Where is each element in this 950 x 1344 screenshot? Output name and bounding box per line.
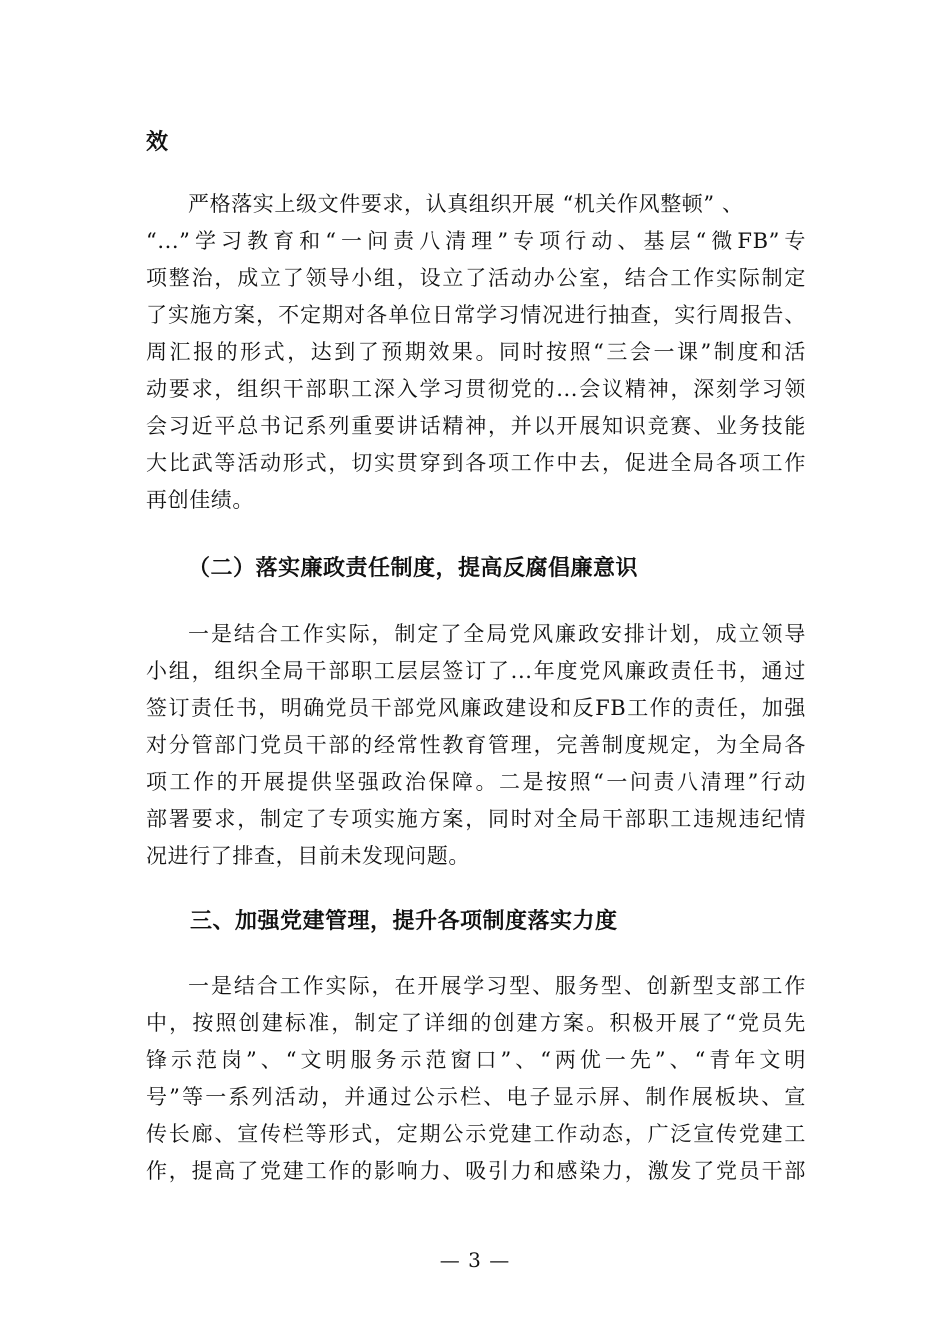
paragraph1-line: 严格落实上级文件要求，认真组织开展 “机关作风整顿” 、 — [188, 192, 744, 216]
paragraph1-line: 大比武等活动形式，切实贯穿到各项工作中去，促进全局各项工作 — [146, 451, 806, 475]
section-heading-fragment: 效 — [146, 130, 169, 155]
paragraph2-line: 签订责任书，明确党员干部党风廉政建设和反FB工作的责任，加强 — [146, 696, 806, 720]
paragraph3-line: 号”等一系列活动，并通过公示栏、电子显示屏、制作展板块、宣 — [146, 1085, 806, 1109]
paragraph1-line: 周汇报的形式，达到了预期效果。同时按照“三会一课”制度和活 — [146, 340, 806, 364]
paragraph2-line: 一是结合工作实际，制定了全局党风廉政安排计划，成立领导 — [188, 622, 806, 646]
paragraph1-line: 动要求，组织干部职工深入学习贯彻党的...会议精神，深刻学习领 — [146, 377, 806, 401]
paragraph3-line: 中，按照创建标准，制定了详细的创建方案。积极开展了“党员先 — [146, 1011, 806, 1035]
paragraph1-line: 会习近平总书记系列重要讲话精神，并以开展知识竞赛、业务技能 — [146, 414, 806, 438]
page-number: — 3 — — [439, 1248, 511, 1272]
paragraph2-line: 部署要求，制定了专项实施方案，同时对全局干部职工违规违纪情 — [146, 807, 806, 831]
subheading-2: （二）落实廉政责任制度，提高反腐倡廉意识 — [188, 556, 639, 581]
paragraph2-line: 小组，组织全局干部职工层层签订了...年度党风廉政责任书，通过 — [146, 659, 806, 683]
section-3-heading: 三、加强党建管理，提升各项制度落实力度 — [190, 909, 618, 934]
paragraph1-line: 再创佳绩。 — [146, 488, 254, 512]
paragraph1-line: “...”学习教育和“一问责八清理”专项行动、基层“微FB”专 — [146, 229, 806, 253]
paragraph3-line: 作，提高了党建工作的影响力、吸引力和感染力，激发了党员干部 — [146, 1159, 806, 1183]
paragraph1-line: 项整治，成立了领导小组，设立了活动办公室，结合工作实际制定 — [146, 266, 806, 290]
paragraph2-line: 对分管部门党员干部的经常性教育管理，完善制度规定，为全局各 — [146, 733, 806, 757]
paragraph2-line: 况进行了排查，目前未发现问题。 — [146, 844, 470, 868]
paragraph2-line: 项工作的开展提供坚强政治保障。二是按照“一问责八清理”行动 — [146, 770, 806, 794]
paragraph3-line: 传长廊、宣传栏等形式，定期公示党建工作动态，广泛宣传党建工 — [146, 1122, 806, 1146]
paragraph3-line: 一是结合工作实际，在开展学习型、服务型、创新型支部工作 — [188, 974, 806, 998]
paragraph1-line: 了实施方案，不定期对各单位日常学习情况进行抽查，实行周报告、 — [146, 303, 806, 327]
paragraph3-line: 锋示范岗”、“文明服务示范窗口”、“两优一先”、“青年文明 — [146, 1048, 806, 1072]
